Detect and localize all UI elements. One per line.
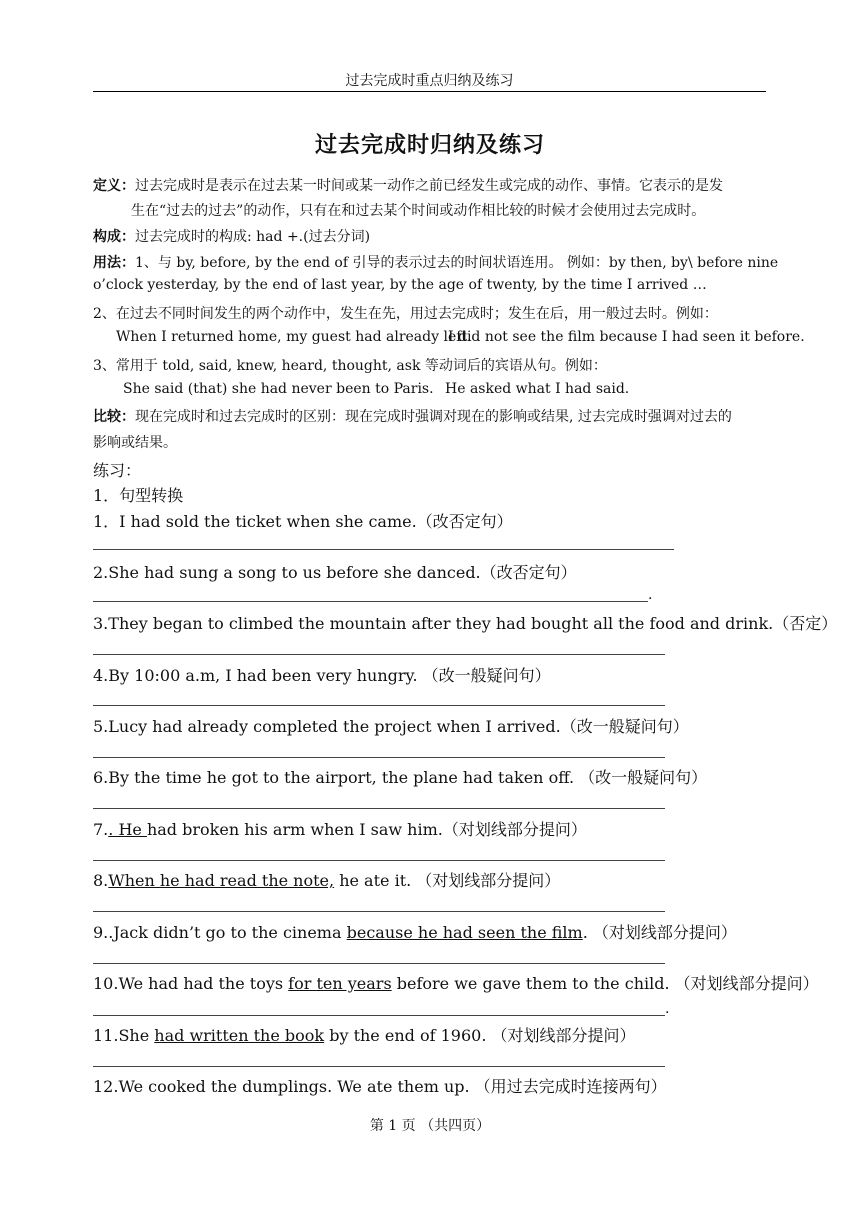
question-8-prefix: 8. <box>93 871 109 890</box>
usage-rule-3-example-2: He asked what I had said. <box>445 381 630 397</box>
answer-line-3[interactable] <box>93 654 665 655</box>
compare-line-2: 影响或结果。 <box>93 435 177 451</box>
definition-text-1: 过去完成时是表示在过去某一时间或某一动作之前已经发生或完成的动作、事情。它表示的是发 <box>135 178 723 194</box>
question-7-suffix: had broken his arm when I saw him.（对划线部分提问） <box>146 820 587 839</box>
structure-label: 构成： <box>93 229 135 245</box>
question-8 <box>93 868 560 891</box>
question-6: 6.By the time he got to the airport, the plane had taken off. （改一般疑问句） <box>93 768 708 787</box>
usage-label: 用法： <box>93 255 135 271</box>
question-9-prefix: 9..Jack didn’t go to the cinema <box>93 923 347 942</box>
answer-line-10[interactable] <box>93 1015 665 1016</box>
question-8-underlined: When he had read the note, <box>108 871 335 890</box>
question-2: 2.She had sung a song to us before she danced.（改否定句） <box>93 563 577 582</box>
question-11 <box>93 1023 636 1046</box>
usage-rule-3: 3、常用于 told, said, knew, heard, thought, ask 等动词后的宾语从句。例如： <box>93 358 607 374</box>
answer-line-11[interactable] <box>93 1066 665 1067</box>
answer-line-10-period: . <box>665 1001 670 1017</box>
question-9-suffix: . （对划线部分提问） <box>582 923 737 942</box>
question-9-underlined: because he had seen the film <box>346 923 583 942</box>
question-7 <box>93 817 587 840</box>
compare-label: 比较： <box>93 409 135 425</box>
answer-line-5[interactable] <box>93 757 665 758</box>
question-12: 12.We cooked the dumplings. We ate them up. （用过去完成时连接两句） <box>93 1077 667 1096</box>
question-4: 4.By 10:00 a.m, I had been very hungry. （改一般疑问句） <box>93 666 551 685</box>
question-8-suffix: he ate it. （对划线部分提问） <box>334 871 561 890</box>
question-10-underlined: for ten years <box>288 974 392 993</box>
compare-text-1: 现在完成时和过去完成时的区别：现在完成时强调对现在的影响或结果, 过去完成时强调对过去的 <box>135 409 732 425</box>
question-11-prefix: 11.She <box>93 1026 155 1045</box>
header-rule <box>93 91 766 92</box>
definition-line-2: 生在“过去的过去”的动作，只有在和过去某个时间或动作相比较的时候才会使用过去完成时。 <box>131 203 706 219</box>
usage-rule-3-example-1: She said (that) she had never been to Paris. <box>123 381 434 397</box>
question-1: 1．I had sold the ticket when she came.（改否定句） <box>93 512 513 531</box>
question-9 <box>93 920 737 943</box>
definition-line-1 <box>93 175 723 195</box>
answer-line-1[interactable] <box>93 549 674 550</box>
structure-line <box>93 226 370 246</box>
question-5: 5.Lucy had already completed the project when I arrived.（改一般疑问句） <box>93 717 689 736</box>
question-10-suffix: before we gave them to the child. （对划线部分提问） <box>391 974 819 993</box>
page-footer: 第 1 页 （共四页） <box>369 1118 491 1134</box>
compare-line-1 <box>93 406 732 426</box>
answer-line-8[interactable] <box>93 911 665 912</box>
question-3: 3.They began to climbed the mountain after they had bought all the food and drink.（否定） <box>93 614 838 633</box>
practice-heading: 练习： <box>93 461 142 480</box>
answer-line-4[interactable] <box>93 705 665 706</box>
usage-rule-1 <box>93 252 778 272</box>
question-11-underlined: had written the book <box>154 1026 325 1045</box>
answer-line-2[interactable] <box>93 601 648 602</box>
page-title: 过去完成时归纳及练习 <box>314 132 545 158</box>
question-10-prefix: 10.We had had the toys <box>93 974 289 993</box>
definition-label: 定义： <box>93 178 135 194</box>
usage-rule-2: 2、在过去不同时间发生的两个动作中，发生在先，用过去完成时；发生在后，用一般过去时。例如： <box>93 306 718 322</box>
page-header: 过去完成时重点归纳及练习 <box>345 73 514 89</box>
usage-rule-2-example-1: When I returned home, my guest had already left. <box>116 329 472 345</box>
usage-rule-2-example-2: I did not see the film because I had seen it before. <box>448 329 805 345</box>
answer-line-2-period: . <box>648 587 653 603</box>
answer-line-6[interactable] <box>93 808 665 809</box>
practice-section-1: 1．句型转换 <box>93 486 184 505</box>
question-11-suffix: by the end of 1960. （对划线部分提问） <box>324 1026 636 1045</box>
structure-text: 过去完成时的构成: had +.(过去分词) <box>135 229 371 245</box>
question-10 <box>93 971 819 994</box>
answer-line-7[interactable] <box>93 860 665 861</box>
usage-rule-1-cont: o’clock yesterday, by the end of last year, by the age of twenty, by the time I arrived … <box>93 277 707 293</box>
question-7-prefix: 7. <box>93 820 109 839</box>
question-7-underlined: . He <box>108 820 147 839</box>
answer-line-9[interactable] <box>93 963 665 964</box>
usage-rule-1-text: 1、与 by, before, by the end of 引导的表示过去的时间状语连用。 例如：by then, by\ before nine <box>135 255 779 271</box>
